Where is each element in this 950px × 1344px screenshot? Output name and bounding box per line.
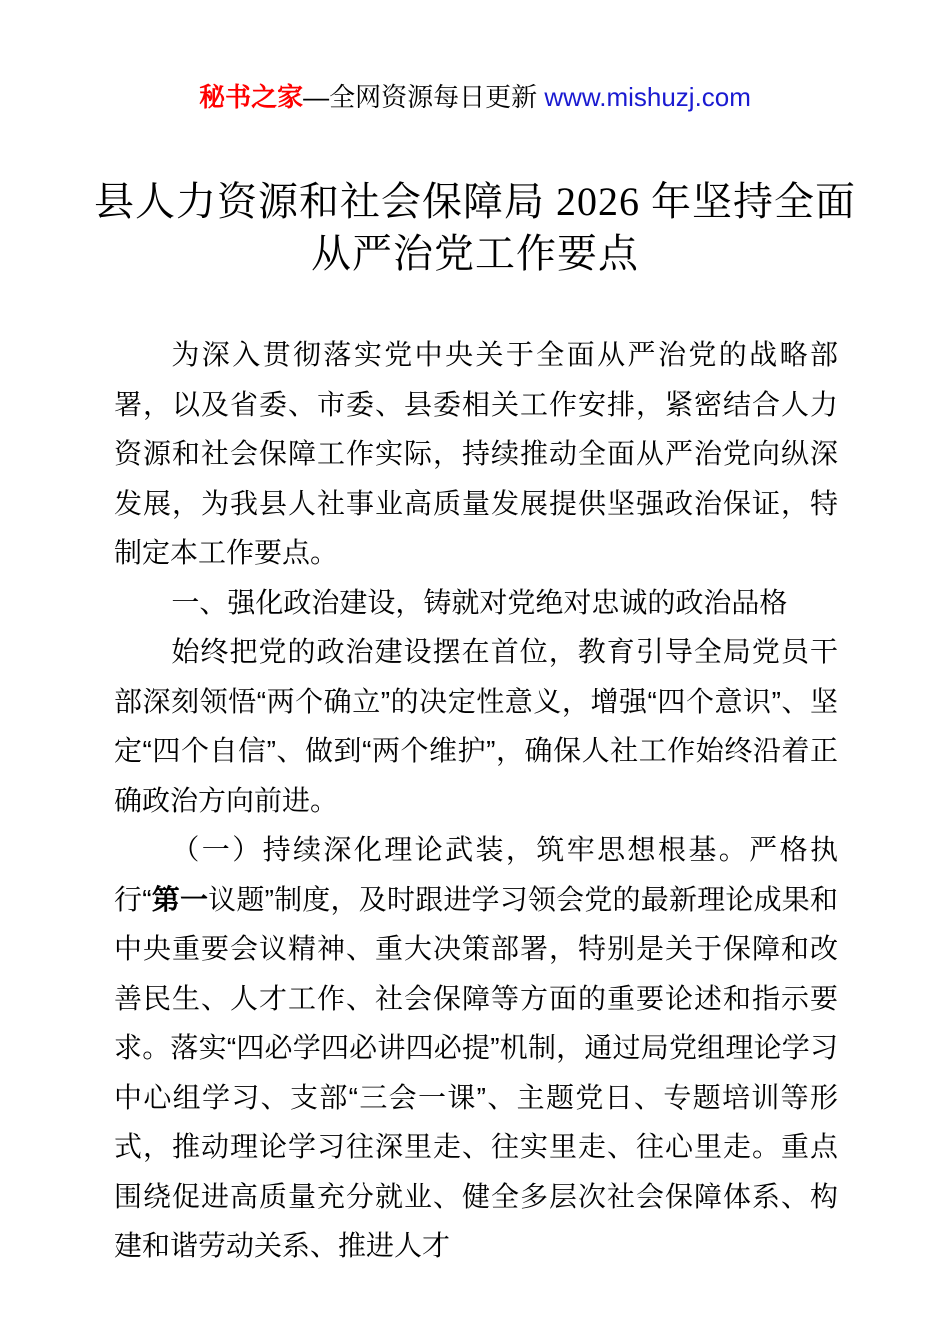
tagline-text: —全网资源每日更新 (303, 82, 545, 112)
paragraph (114, 825, 838, 1271)
document-title (0, 176, 950, 280)
document-body (0, 330, 950, 1271)
text-run: 一、强化政治建设，铸就对党绝对忠诚的政治品格 (171, 586, 788, 618)
bold-run: 第一 (151, 883, 209, 915)
paragraph (114, 330, 838, 578)
text-run: 为深入贯彻落实党中央关于全面从严治党的战略部署，以及省委、市委、县委相关工作安排，紧密结合人力资源和社会保障工作实际，持续推动全面从严治党向纵深发展，为我县人社事业高质量发展提供坚强政治保证，特制定本工作要点。 (114, 339, 838, 568)
title-line-2: 从严治党工作要点 (311, 231, 639, 276)
text-run: 议题”制度，及时跟进学习领会党的最新理论成果和中央重要会议精神、重大决策部署，特别是关于保障和改善民生、人才工作、社会保障等方面的重要论述和指示要求。落实“四必学四必讲四必提”机制，通过局党组理论学习中心组学习、支部“三会一课”、主题党日、专题培训等形式，推动理论学习往深里走、往实里走、往心里走。重点围绕促进高质量充分就业、健全多层次社会保障体系、构建和谐劳动关系、推进人才 (114, 883, 838, 1261)
text-run: （一）持续深化理论武装，筑牢思想根基。严格执行“ (114, 834, 838, 915)
section-heading (114, 578, 838, 628)
paragraph (114, 627, 838, 825)
brand-text: 秘书之家 (199, 82, 304, 112)
title-line-1: 县人力资源和社会保障局 2026 年坚持全面 (94, 179, 856, 224)
site-header (0, 0, 950, 114)
site-url[interactable]: www.mishuzj.com (544, 82, 751, 112)
text-run: 始终把党的政治建设摆在首位，教育引导全局党员干部深刻领悟“两个确立”的决定性意义，增强“四个意识”、坚定“四个自信”、做到“两个维护”，确保人社工作始终沿着正确政治方向前进。 (114, 636, 838, 816)
